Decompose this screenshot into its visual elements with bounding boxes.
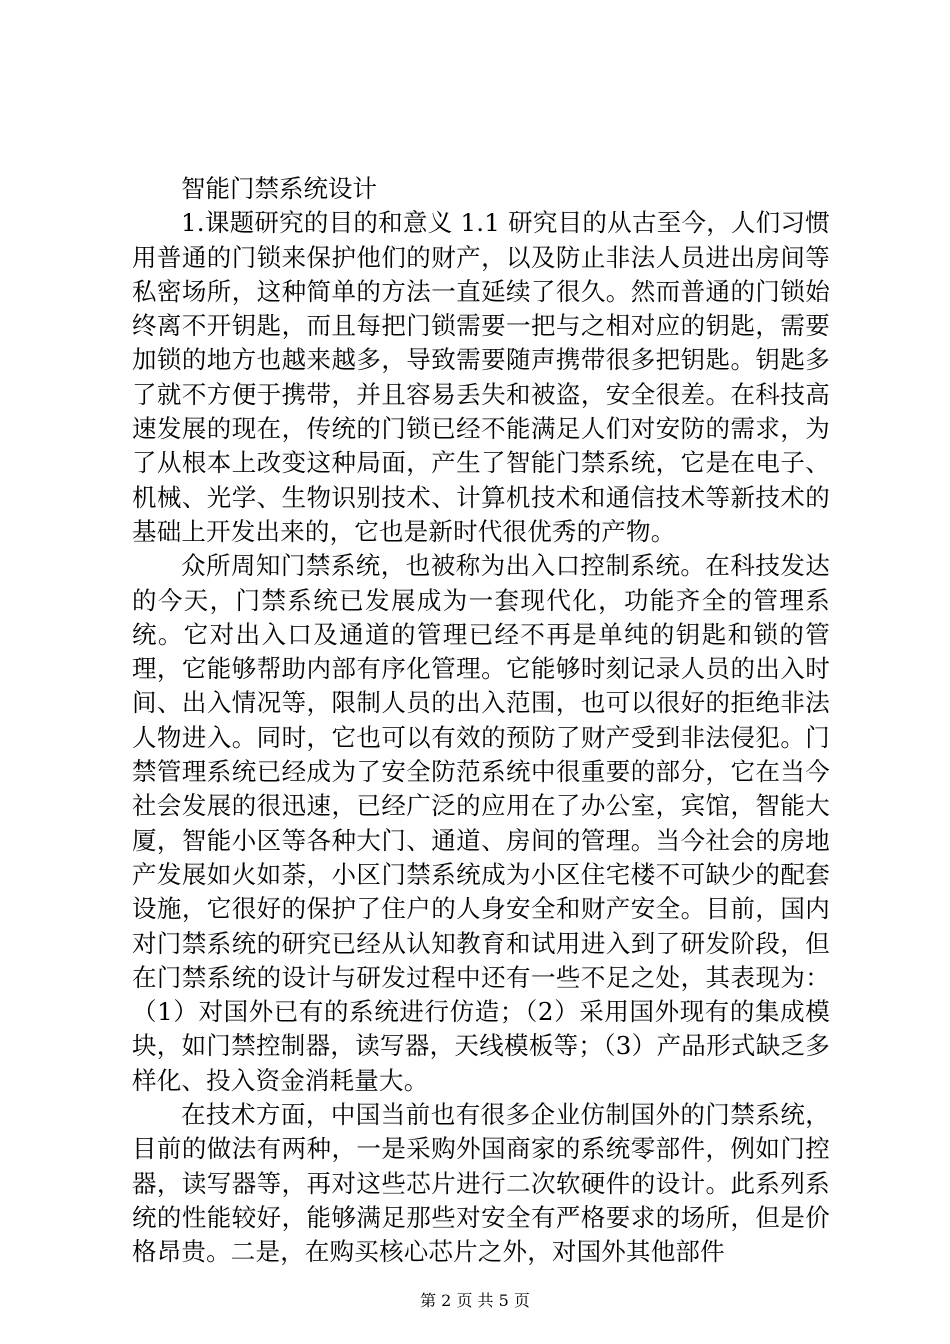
document-title: 智能门禁系统设计: [181, 174, 377, 203]
paragraph-access-control: 众所周知门禁系统，也被称为出入口控制系统。在科技发达的今天，门禁系统已发展成为一套现代化，功能齐全的管理系统。它对出入口及通道的管理已经不再是单纯的钥匙和锁的管理，它能够帮助内部有序化管理。它能够时刻记录人员的出入时间、出入情况等，限制人员的出入范围，也可以很好的拒绝非法人物进入。同时，它也可以有效的预防了财产受到非法侵犯。门禁管理系统已经成为了安全防范系统中很重要的部分，它在当今社会发展的很迅速，已经广泛的应用在了办公室，宾馆，智能大厦，智能小区等各种大门、通道、房间的管理。当今社会的房地产发展如火如荼，小区门禁系统成为小区住宅楼不可缺少的配套设施，它很好的保护了住户的人身安全和财产安全。目前，国内对门禁系统的研究已经从认知教育和试用进入到了研发阶段，但在门禁系统的设计与研发过程中还有一些不足之处，其表现为：（1）对国外已有的系统进行仿造；（2）采用国外现有的集成模块，如门禁控制器，读写器，天线模板等；（3）产品形式缺乏多样化、投入资金消耗量大。: [132, 551, 830, 1095]
page-footer: 第 2 页 共 5 页: [420, 1291, 530, 1310]
paragraph-technology: 在技术方面，中国当前也有很多企业仿制国外的门禁系统，目前的做法有两种，一是采购外国商家的系统零部件，例如门控器，读写器等，再对这些芯片进行二次软硬件的设计。此系列系统的性能较好，能够满足那些对安全有严格要求的场所，但是价格昂贵。二是，在购买核心芯片之外，对国外其他部件: [132, 1100, 830, 1267]
paragraph-purpose: 1.课题研究的目的和意义 1.1 研究目的从古至今，人们习惯用普通的门锁来保护他们的财产，以及防止非法人员进出房间等私密场所，这种简单的方法一直延续了很久。然而普通的门锁始终离不开钥匙，而且每把门锁需要一把与之相对应的钥匙，需要加锁的地方也越来越多，导致需要随声携带很多把钥匙。钥匙多了就不方便于携带，并且容易丢失和被盗，安全很差。在科技高速发展的现在，传统的门锁已经不能满足人们对安防的需求，为了从根本上改变这种局面，产生了智能门禁系统，它是在电子、机械、光学、生物识别技术、计算机技术和通信技术等新技术的基础上开发出来的，它也是新时代很优秀的产物。: [132, 208, 830, 546]
document-body: [132, 172, 830, 1270]
